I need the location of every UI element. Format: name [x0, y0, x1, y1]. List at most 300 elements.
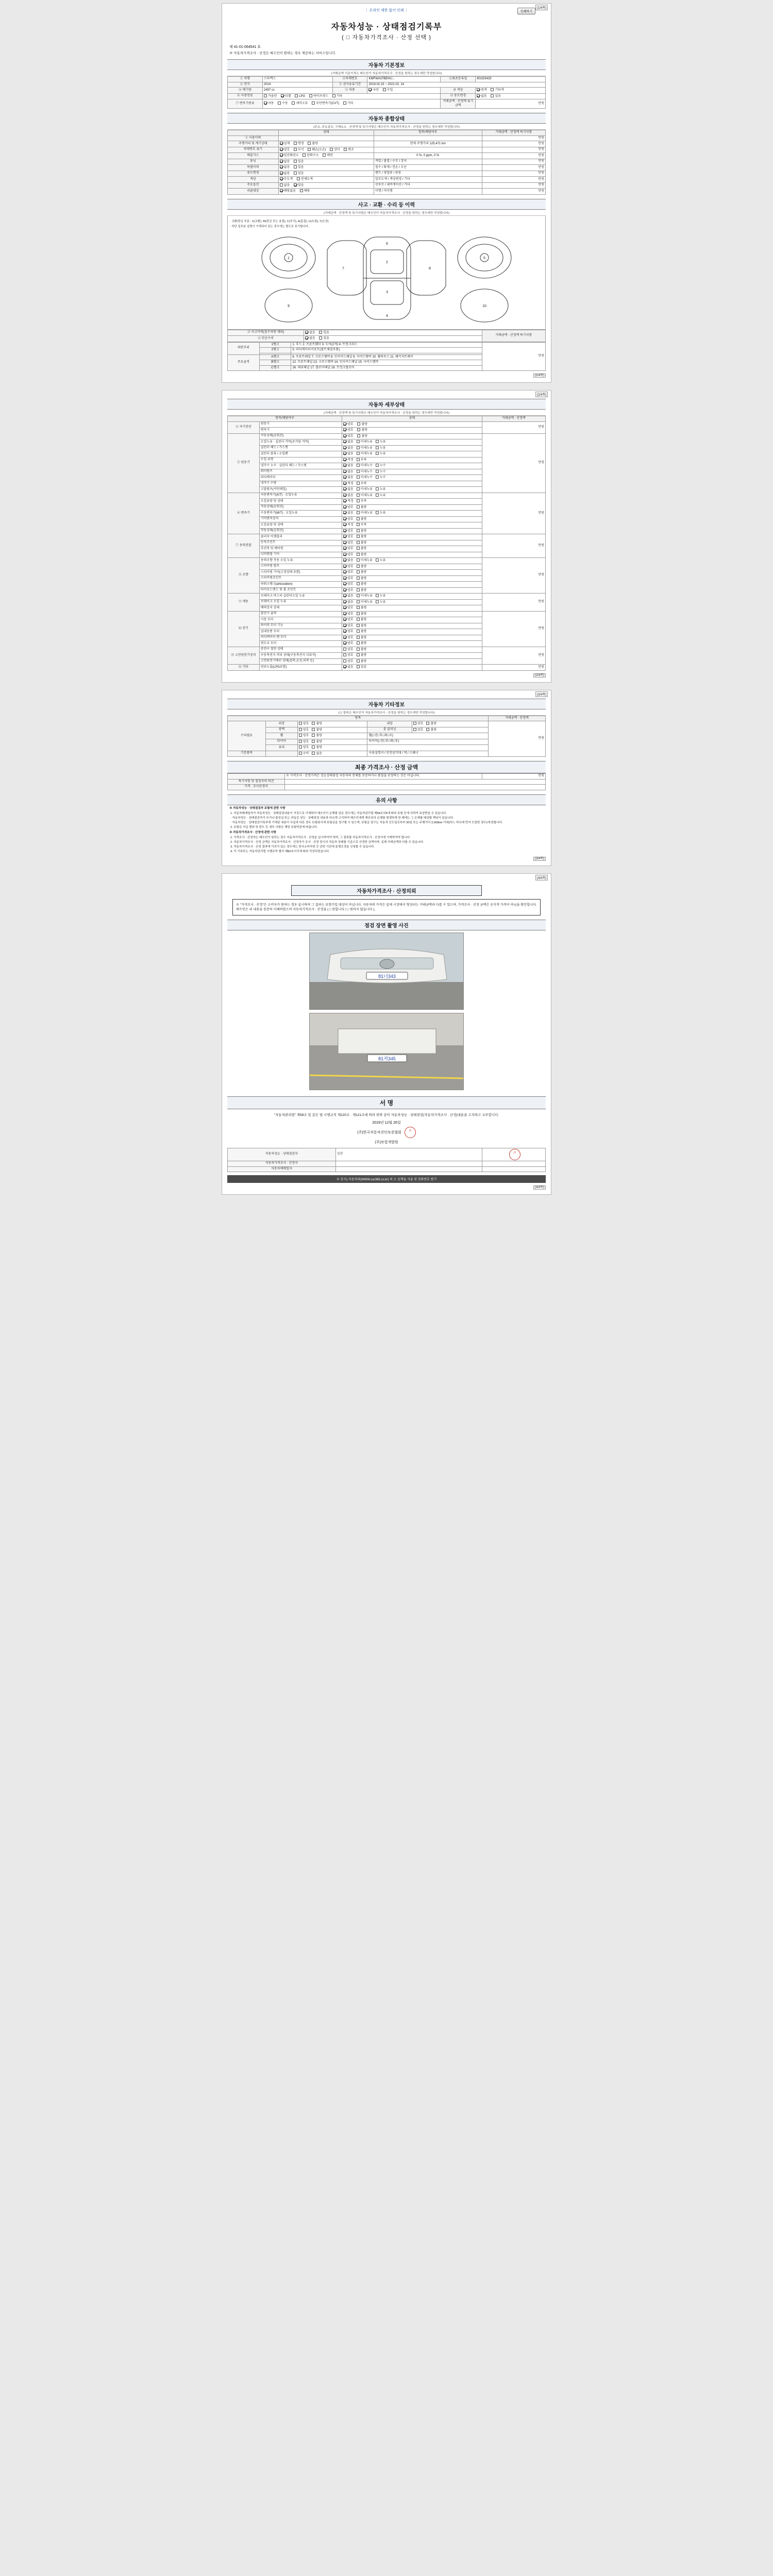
- checkbox-icon[interactable]: [343, 665, 346, 668]
- option-emission-0[interactable]: [280, 154, 299, 158]
- checkbox-icon[interactable]: [294, 183, 297, 187]
- checkbox-icon[interactable]: [300, 189, 303, 192]
- checkbox-icon[interactable]: [343, 505, 346, 509]
- option-minor[interactable]: [357, 464, 373, 468]
- checkbox-icon[interactable]: [357, 594, 360, 597]
- option-simple-yes[interactable]: [319, 336, 329, 341]
- checkbox-icon[interactable]: [376, 470, 379, 473]
- checkbox-icon[interactable]: [368, 88, 372, 91]
- checkbox-icon[interactable]: [312, 101, 315, 105]
- checkbox-icon[interactable]: [343, 600, 346, 603]
- checkbox-icon[interactable]: [426, 722, 429, 725]
- option-minor[interactable]: [357, 470, 373, 474]
- checkbox-icon[interactable]: [357, 558, 360, 562]
- option-fuel-1[interactable]: [281, 94, 291, 99]
- checkbox-icon[interactable]: [343, 434, 346, 437]
- checkbox-icon[interactable]: [303, 154, 306, 157]
- checkbox-icon[interactable]: [343, 464, 346, 467]
- option-fuel-0[interactable]: [264, 94, 277, 99]
- option-good[interactable]: [343, 570, 354, 575]
- option-bad[interactable]: [357, 541, 367, 546]
- option-vin-2[interactable]: [308, 148, 326, 152]
- option-good[interactable]: [343, 577, 354, 581]
- checkbox-icon[interactable]: [357, 636, 360, 639]
- checkbox-icon[interactable]: [343, 529, 346, 532]
- option-good[interactable]: [343, 582, 354, 587]
- option-trans-3[interactable]: [312, 101, 339, 106]
- checkbox-icon[interactable]: [357, 577, 360, 580]
- option-leak[interactable]: [376, 600, 386, 605]
- option-bad[interactable]: [357, 517, 367, 522]
- option-bad[interactable]: [357, 588, 367, 593]
- checkbox-icon[interactable]: [357, 535, 360, 538]
- option-good[interactable]: [343, 648, 354, 652]
- checkbox-icon[interactable]: [278, 101, 281, 105]
- option-none[interactable]: [343, 511, 354, 516]
- option-good[interactable]: [343, 428, 354, 433]
- checkbox-icon[interactable]: [343, 482, 346, 485]
- checkbox-icon[interactable]: [343, 476, 346, 479]
- option-usechange-yes[interactable]: [491, 94, 501, 99]
- option-proper[interactable]: [343, 523, 354, 528]
- checkbox-icon[interactable]: [343, 517, 346, 520]
- checkbox-icon[interactable]: [281, 94, 284, 97]
- checkbox-icon[interactable]: [357, 511, 360, 514]
- option-good[interactable]: [343, 517, 354, 522]
- checkbox-icon[interactable]: [280, 172, 283, 175]
- option-bad[interactable]: [357, 547, 367, 551]
- option-leak[interactable]: [376, 440, 386, 445]
- checkbox-icon[interactable]: [376, 446, 379, 449]
- option-leak[interactable]: [376, 558, 386, 563]
- checkbox-icon[interactable]: [343, 577, 346, 580]
- option-good[interactable]: [299, 734, 309, 738]
- option-paint-full[interactable]: [297, 177, 313, 182]
- option-good[interactable]: [343, 565, 354, 569]
- option-proper[interactable]: [343, 482, 354, 486]
- checkbox-icon[interactable]: [376, 558, 379, 562]
- option-none[interactable]: [343, 594, 354, 599]
- checkbox-icon[interactable]: [357, 529, 360, 532]
- checkbox-icon[interactable]: [280, 165, 283, 168]
- option-recall-yes[interactable]: [300, 189, 310, 194]
- option-color-original[interactable]: [477, 88, 487, 93]
- option-vin-1[interactable]: [294, 148, 304, 152]
- checkbox-icon[interactable]: [343, 428, 346, 431]
- checkbox-icon[interactable]: [343, 659, 346, 663]
- option-special-yes[interactable]: [294, 165, 304, 170]
- checkbox-icon[interactable]: [357, 523, 360, 526]
- checkbox-icon[interactable]: [330, 148, 333, 151]
- checkbox-icon[interactable]: [491, 88, 494, 91]
- checkbox-icon[interactable]: [376, 452, 379, 455]
- checkbox-icon[interactable]: [357, 600, 360, 603]
- option-leak[interactable]: [376, 464, 386, 468]
- option-minor[interactable]: [357, 446, 373, 451]
- checkbox-icon[interactable]: [308, 148, 311, 151]
- option-leak[interactable]: [376, 476, 386, 480]
- option-none[interactable]: [343, 452, 354, 456]
- option-low[interactable]: [357, 458, 367, 463]
- option-bad[interactable]: [357, 630, 367, 634]
- checkbox-icon[interactable]: [357, 553, 360, 556]
- option-tuning-yes[interactable]: [294, 160, 304, 164]
- option-fuel-2[interactable]: [295, 94, 305, 99]
- checkbox-icon[interactable]: [264, 94, 267, 97]
- checkbox-icon[interactable]: [343, 494, 346, 497]
- option-good[interactable]: [343, 588, 354, 593]
- option-leak[interactable]: [376, 487, 386, 492]
- option-import[interactable]: [383, 88, 393, 93]
- option-good[interactable]: [343, 505, 354, 510]
- option-bad[interactable]: [357, 529, 367, 534]
- option-recall-na[interactable]: [280, 189, 296, 194]
- option-bad[interactable]: [357, 553, 367, 557]
- checkbox-icon[interactable]: [312, 734, 315, 737]
- option-good[interactable]: [343, 636, 354, 640]
- checkbox-icon[interactable]: [376, 494, 379, 497]
- option-minor[interactable]: [357, 452, 373, 456]
- checkbox-icon[interactable]: [357, 630, 360, 633]
- checkbox-icon[interactable]: [357, 582, 360, 585]
- option-minor[interactable]: [357, 494, 373, 498]
- checkbox-icon[interactable]: [357, 505, 360, 509]
- checkbox-icon[interactable]: [343, 565, 346, 568]
- option-minor[interactable]: [357, 487, 373, 492]
- option-none[interactable]: [343, 494, 354, 498]
- checkbox-icon[interactable]: [357, 446, 360, 449]
- checkbox-icon[interactable]: [376, 594, 379, 597]
- option-bad[interactable]: [357, 648, 367, 652]
- option-good[interactable]: [343, 547, 354, 551]
- checkbox-icon[interactable]: [319, 331, 322, 334]
- checkbox-icon[interactable]: [477, 88, 480, 91]
- option-none[interactable]: [343, 464, 354, 468]
- option-trans-1[interactable]: [278, 101, 288, 106]
- checkbox-icon[interactable]: [357, 482, 360, 485]
- checkbox-icon[interactable]: [280, 142, 283, 145]
- checkbox-icon[interactable]: [343, 422, 346, 426]
- option-good[interactable]: [343, 624, 354, 629]
- checkbox-icon[interactable]: [376, 511, 379, 514]
- option-none[interactable]: [343, 446, 354, 451]
- checkbox-icon[interactable]: [343, 630, 346, 633]
- checkbox-icon[interactable]: [299, 728, 302, 731]
- option-usechange-none2[interactable]: [280, 172, 290, 176]
- checkbox-icon[interactable]: [299, 745, 302, 749]
- checkbox-icon[interactable]: [357, 517, 360, 520]
- checkbox-icon[interactable]: [294, 160, 297, 163]
- option-bad[interactable]: [312, 722, 322, 726]
- option-bad[interactable]: [312, 740, 322, 744]
- checkbox-icon[interactable]: [294, 172, 297, 175]
- checkbox-icon[interactable]: [357, 434, 360, 437]
- checkbox-icon[interactable]: [343, 487, 346, 490]
- checkbox-icon[interactable]: [280, 148, 283, 151]
- option-emission-1[interactable]: [303, 154, 318, 158]
- option-bad[interactable]: [357, 565, 367, 569]
- checkbox-icon[interactable]: [343, 535, 346, 538]
- checkbox-icon[interactable]: [305, 331, 308, 334]
- checkbox-icon[interactable]: [357, 624, 360, 627]
- checkbox-icon[interactable]: [376, 440, 379, 443]
- option-good[interactable]: [413, 728, 424, 733]
- option-leak[interactable]: [376, 470, 386, 474]
- option-good[interactable]: [343, 529, 354, 534]
- checkbox-icon[interactable]: [413, 728, 416, 731]
- option-bad[interactable]: [357, 659, 367, 664]
- checkbox-icon[interactable]: [357, 606, 360, 609]
- option-none[interactable]: [343, 440, 354, 445]
- option-leak[interactable]: [376, 452, 386, 456]
- option-proper[interactable]: [343, 499, 354, 504]
- checkbox-icon[interactable]: [413, 722, 416, 725]
- checkbox-icon[interactable]: [357, 476, 360, 479]
- checkbox-icon[interactable]: [376, 487, 379, 490]
- checkbox-icon[interactable]: [357, 422, 360, 426]
- option-minor[interactable]: [357, 600, 373, 605]
- checkbox-icon[interactable]: [280, 183, 283, 187]
- checkbox-icon[interactable]: [343, 446, 346, 449]
- option-bad[interactable]: [357, 606, 367, 611]
- checkbox-icon[interactable]: [343, 588, 346, 591]
- top-link[interactable]: ｜ 온라인 제한 없이 인쇄 ｜: [364, 9, 409, 12]
- checkbox-icon[interactable]: [308, 142, 311, 145]
- checkbox-icon[interactable]: [357, 653, 360, 656]
- checkbox-icon[interactable]: [280, 189, 283, 192]
- option-good[interactable]: [343, 618, 354, 622]
- option-bad[interactable]: [357, 535, 367, 539]
- checkbox-icon[interactable]: [357, 565, 360, 568]
- checkbox-icon[interactable]: [312, 745, 315, 749]
- option-minor[interactable]: [357, 476, 373, 480]
- checkbox-icon[interactable]: [343, 648, 346, 651]
- option-none[interactable]: [343, 470, 354, 474]
- checkbox-icon[interactable]: [343, 618, 346, 621]
- option-accident-yes[interactable]: [319, 331, 329, 335]
- option-bad[interactable]: [426, 722, 436, 726]
- checkbox-icon[interactable]: [343, 499, 346, 502]
- option-minor[interactable]: [357, 594, 373, 599]
- checkbox-icon[interactable]: [343, 636, 346, 639]
- checkbox-icon[interactable]: [491, 94, 494, 97]
- checkbox-icon[interactable]: [299, 740, 302, 743]
- checkbox-icon[interactable]: [343, 594, 346, 597]
- option-good[interactable]: [413, 722, 424, 726]
- option-good[interactable]: [343, 553, 354, 557]
- checkbox-icon[interactable]: [376, 600, 379, 603]
- checkbox-icon[interactable]: [357, 458, 360, 461]
- option-bad[interactable]: [312, 734, 322, 738]
- option-trans-0[interactable]: [264, 101, 274, 106]
- checkbox-icon[interactable]: [332, 94, 335, 97]
- checkbox-icon[interactable]: [357, 452, 360, 455]
- option-option-yes[interactable]: [294, 183, 304, 188]
- checkbox-icon[interactable]: [294, 165, 297, 168]
- print-button[interactable]: 인쇄하기: [517, 8, 535, 14]
- checkbox-icon[interactable]: [280, 154, 283, 157]
- checkbox-icon[interactable]: [343, 458, 346, 461]
- checkbox-icon[interactable]: [357, 618, 360, 621]
- option-trans-2[interactable]: [292, 101, 308, 106]
- option-low[interactable]: [357, 499, 367, 504]
- checkbox-icon[interactable]: [343, 101, 346, 105]
- option-usechange-yes2[interactable]: [294, 172, 304, 176]
- option-minor[interactable]: [357, 511, 373, 516]
- option-yes[interactable]: [357, 665, 367, 670]
- checkbox-icon[interactable]: [357, 547, 360, 550]
- option-bad[interactable]: [357, 641, 367, 646]
- checkbox-icon[interactable]: [264, 101, 267, 105]
- checkbox-icon[interactable]: [280, 177, 283, 180]
- option-vin-0[interactable]: [280, 148, 290, 152]
- option-odo-changed[interactable]: [294, 142, 304, 146]
- option-bad[interactable]: [357, 612, 367, 617]
- checkbox-icon[interactable]: [343, 523, 346, 526]
- option-bad[interactable]: [312, 728, 322, 733]
- checkbox-icon[interactable]: [312, 728, 315, 731]
- option-minor[interactable]: [357, 558, 373, 563]
- option-none[interactable]: [343, 487, 354, 492]
- option-good[interactable]: [299, 745, 309, 750]
- checkbox-icon[interactable]: [319, 336, 322, 340]
- checkbox-icon[interactable]: [357, 494, 360, 497]
- checkbox-icon[interactable]: [312, 740, 315, 743]
- option-leak[interactable]: [376, 446, 386, 451]
- option-good[interactable]: [343, 422, 354, 427]
- option-good[interactable]: [343, 535, 354, 539]
- checkbox-icon[interactable]: [343, 553, 346, 556]
- checkbox-icon[interactable]: [312, 752, 315, 755]
- option-simple-none[interactable]: [305, 336, 315, 341]
- checkbox-icon[interactable]: [357, 648, 360, 651]
- checkbox-icon[interactable]: [343, 541, 346, 544]
- checkbox-icon[interactable]: [477, 94, 480, 97]
- option-bad[interactable]: [357, 577, 367, 581]
- option-bad[interactable]: [357, 428, 367, 433]
- checkbox-icon[interactable]: [344, 148, 347, 151]
- checkbox-icon[interactable]: [357, 487, 360, 490]
- checkbox-icon[interactable]: [343, 582, 346, 585]
- checkbox-icon[interactable]: [357, 464, 360, 467]
- checkbox-icon[interactable]: [376, 464, 379, 467]
- checkbox-icon[interactable]: [357, 440, 360, 443]
- option-good[interactable]: [343, 541, 354, 546]
- checkbox-icon[interactable]: [305, 336, 308, 340]
- option-odo-bad[interactable]: [308, 142, 318, 146]
- checkbox-icon[interactable]: [383, 88, 386, 91]
- option-paint-none[interactable]: [280, 177, 293, 182]
- checkbox-icon[interactable]: [292, 101, 295, 105]
- option-bad[interactable]: [312, 745, 322, 750]
- option-bad[interactable]: [357, 636, 367, 640]
- checkbox-icon[interactable]: [426, 728, 429, 731]
- checkbox-icon[interactable]: [312, 722, 315, 725]
- checkbox-icon[interactable]: [343, 558, 346, 562]
- option-bad[interactable]: [357, 624, 367, 629]
- option-option-none[interactable]: [280, 183, 290, 188]
- checkbox-icon[interactable]: [357, 612, 360, 615]
- checkbox-icon[interactable]: [294, 148, 297, 151]
- checkbox-icon[interactable]: [357, 641, 360, 645]
- option-none[interactable]: [343, 558, 354, 563]
- option-good[interactable]: [343, 434, 354, 439]
- checkbox-icon[interactable]: [357, 428, 360, 431]
- checkbox-icon[interactable]: [343, 641, 346, 645]
- checkbox-icon[interactable]: [343, 547, 346, 550]
- checkbox-icon[interactable]: [309, 94, 312, 97]
- option-bad[interactable]: [357, 434, 367, 439]
- option-bad[interactable]: [357, 582, 367, 587]
- option-bad[interactable]: [357, 570, 367, 575]
- option-minor[interactable]: [357, 440, 373, 445]
- option-special-none[interactable]: [280, 165, 290, 170]
- checkbox-icon[interactable]: [323, 154, 326, 157]
- checkbox-icon[interactable]: [357, 588, 360, 591]
- option-bad[interactable]: [357, 653, 367, 658]
- option-bad[interactable]: [426, 728, 436, 733]
- checkbox-icon[interactable]: [343, 570, 346, 573]
- checkbox-icon[interactable]: [357, 659, 360, 663]
- option-good[interactable]: [343, 653, 354, 658]
- option-accident-none[interactable]: [305, 331, 315, 335]
- option-low[interactable]: [357, 523, 367, 528]
- option-good[interactable]: [343, 606, 354, 611]
- option-fuel-3[interactable]: [309, 94, 328, 99]
- option-trans-4[interactable]: [343, 101, 354, 106]
- option-fuel-4[interactable]: [332, 94, 343, 99]
- option-good[interactable]: [299, 728, 309, 733]
- option-proper[interactable]: [343, 458, 354, 463]
- checkbox-icon[interactable]: [357, 665, 360, 668]
- option-equipped[interactable]: [299, 752, 309, 756]
- option-good[interactable]: [299, 722, 309, 726]
- checkbox-icon[interactable]: [357, 570, 360, 573]
- option-bad[interactable]: [357, 618, 367, 622]
- option-good[interactable]: [343, 612, 354, 617]
- option-tuning-none[interactable]: [280, 160, 290, 164]
- option-good[interactable]: [343, 659, 354, 664]
- checkbox-icon[interactable]: [280, 160, 283, 163]
- option-bad[interactable]: [357, 505, 367, 510]
- checkbox-icon[interactable]: [343, 452, 346, 455]
- checkbox-icon[interactable]: [295, 94, 298, 97]
- option-bad[interactable]: [357, 422, 367, 427]
- checkbox-icon[interactable]: [299, 722, 302, 725]
- option-good[interactable]: [299, 740, 309, 744]
- checkbox-icon[interactable]: [343, 624, 346, 627]
- option-none[interactable]: [343, 476, 354, 480]
- checkbox-icon[interactable]: [294, 142, 297, 145]
- checkbox-icon[interactable]: [357, 470, 360, 473]
- option-leak[interactable]: [376, 594, 386, 599]
- checkbox-icon[interactable]: [343, 612, 346, 615]
- option-odo-real[interactable]: [280, 142, 290, 146]
- checkbox-icon[interactable]: [357, 499, 360, 502]
- checkbox-icon[interactable]: [299, 752, 302, 755]
- option-domestic[interactable]: [368, 88, 379, 93]
- option-vin-4[interactable]: [344, 148, 354, 152]
- option-usechange-none[interactable]: [477, 94, 487, 99]
- option-emission-2[interactable]: [323, 154, 333, 158]
- checkbox-icon[interactable]: [343, 440, 346, 443]
- option-none[interactable]: [343, 600, 354, 605]
- option-good[interactable]: [343, 630, 354, 634]
- checkbox-icon[interactable]: [343, 511, 346, 514]
- option-none[interactable]: [343, 665, 354, 670]
- checkbox-icon[interactable]: [343, 606, 346, 609]
- option-missing[interactable]: [312, 752, 322, 756]
